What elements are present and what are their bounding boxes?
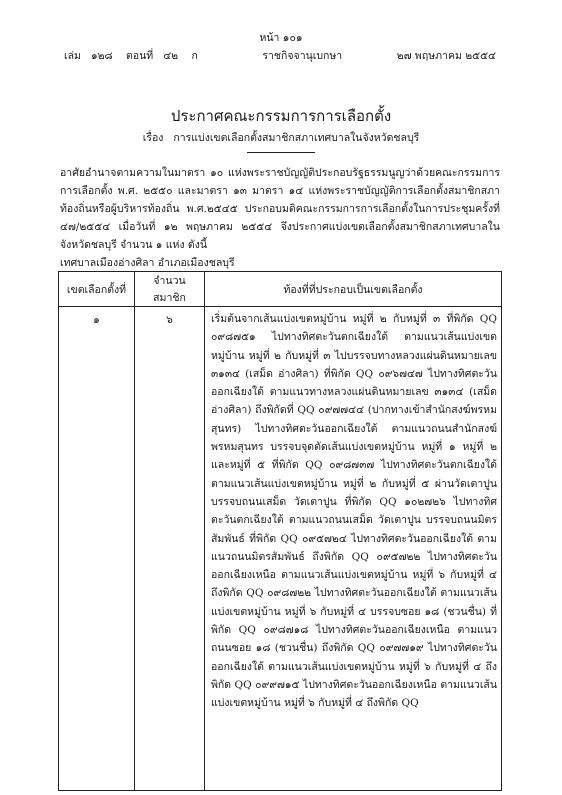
zone-description: เริ่มต้นจากเส้นแบ่งเขตหมู่บ้าน หมู่ที่ ๒ กับหมู่ที่ ๓ ที่พิกัด QQ ๐๙๘๗๕๑ ไปทางทิศตะวันตกเฉียงใต้ ตามแนวเส้นแบ่งเขตหมู่บ้าน หมู่ที่ ๒ กับหมู่ที่ ๓ ไปบรรจบทางหลวงแผ่นดินหมายเลข ๓๑๓๔ (เสม็ด อ่างศิลา) ที่พิกัด QQ ๐๙๖๗๔๗ ไปทางทิศตะวันออกเฉียงใต้ ตามแนวทางหลวงแผ่นดินหมายเลข ๓๑๓๔ (เสม็ด อ่างศิลา) ถึงพิกัดที่ QQ ๐๙๗๗๔๔ (ปากทางเข้าสำนักสงฆ์พรหมสุนทร) ไปทางทิศตะวันออกเฉียงใต้ ตามแนวถนนสำนักสงฆ์พรหมสุนทร บรรจบจุดตัดเส้นแบ่งเขตหมู่บ้าน หมู่ที่ ๑ หมู่ที่ ๒ และหมู่ที่ ๕ ที่พิกัด QQ ๐๙๘๗๓๗ ไปทางทิศตะวันตกเฉียงใต้ ตามแนวเส้นแบ่งเขตหมู่บ้าน หมู่ที่ ๒ กับหมู่ที่ ๕ ผ่านวัดเตาปูน บรรจบถนนเสม็ด วัดเตาปูน ที่พิกัด QQ ๑๐๒๗๒๖ ไปทางทิศตะวันตกเฉียงใต้ ตามแนวถนนเสม็ด วัดเตาปูน บรรจบถนนมิตรสัมพันธ์ ที่พิกัด QQ ๐๙๕๗๒๔ ไปทางทิศตะวันออกเฉียงใต้ ตามแนวถนนมิตรสัมพันธ์ ถึงพิกัด QQ ๐๙๕๗๒๒ ไปทางทิศตะวันออกเฉียงเหนือ ตามแนวเส้นแบ่งเขตหมู่บ้าน หมู่ที่ ๖ กับหมู่ที่ ๔ ถึงพิกัด QQ ๐๙๘๗๒๒ ไปทางทิศตะวันออกเฉียงใต้ ตามแนวเส้นแบ่งเขตหมู่บ้าน หมู่ที่ ๖ กับหมู่ที่ ๔ บรรจบซอย ๑๘ (ชวนชื่น) ที่พิกัด QQ ๐๙๘๗๑๘ ไปทางทิศตะวันออกเฉียงเหนือ ตามแนวถนนซอย ๑๘ (ชวนชื่น) ถึงพิกัด QQ ๐๙๗๗๑๙ ไปทางทิศตะวันออกเฉียงใต้ ตามแนวเส้นแบ่งเขตหมู่บ้าน หมู่ที่ ๖ กับหมู่ที่ ๔ ถึงพิกัด QQ ๐๙๙๗๑๕ ไปทางทิศตะวันออกเฉียงเหนือ ตามแนวเส้นแบ่งเขตหมู่บ้าน หมู่ที่ ๖ กับหมู่ที่ ๔ ถึงพิกัด QQ	[205, 307, 502, 791]
gazette-header	[64, 47, 496, 64]
section-number: ๔๒	[163, 50, 179, 62]
electoral-zones-table	[58, 271, 502, 791]
municipality-line: เทศบาลเมืองอ่างศิลา อำเภอเมืองชลบุรี	[60, 257, 235, 269]
header-area: ท้องที่ที่ประกอบเป็นเขตเลือกตั้ง	[205, 272, 502, 307]
gazette-date: ๒๗ พฤษภาคม ๒๕๕๔	[396, 50, 496, 62]
table-header-row	[59, 272, 502, 307]
page-number-label: หน้า	[259, 32, 280, 44]
announcement-subject	[0, 129, 562, 146]
table-row	[59, 307, 502, 791]
gazette-name: ราชกิจจานุเบกษา	[262, 50, 343, 62]
section-label: ตอนที่	[125, 50, 154, 62]
zone-number: ๑	[59, 307, 135, 791]
volume-label: เล่ม	[64, 50, 81, 62]
subject-text: การแบ่งเขตเลือกตั้งสมาชิกสภาเทศบาลในจังหวัดชลบุรี	[173, 132, 420, 144]
page-number	[0, 29, 562, 46]
page-number-value: ๑๐๑	[282, 32, 303, 44]
member-count: ๖	[135, 307, 205, 791]
section-part: ก	[191, 50, 198, 62]
announcement-title: ประกาศคณะกรรมการการเลือกตั้ง	[170, 107, 392, 125]
volume-number: ๑๒๘	[90, 50, 113, 62]
announcement-body: อาศัยอำนาจตามความในมาตรา ๑๐ แห่งพระราชบัญญัติประกอบรัฐธรรมนูญว่าด้วยคณะกรรมการการเลือกตั้ง พ.ศ. ๒๕๕๐ และมาตรา ๑๓ มาตรา ๑๔ แห่งพระราชบัญญัติการเลือกตั้งสมาชิกสภาท้องถิ่นหรือผู้บริหารท้องถิ่น พ.ศ.๒๕๔๕ ประกอบมติคณะกรรมการการเลือกตั้งในการประชุมครั้งที่ ๔๗/๒๕๕๔ เมื่อวันที่ ๑๒ พฤษภาคม ๒๕๕๔ จึงประกาศแบ่งเขตเลือกตั้งสมาชิกสภาเทศบาลในจังหวัดชลบุรี จำนวน ๑ แห่ง ดังนี้	[60, 167, 500, 251]
header-zone: เขตเลือกตั้งที่	[59, 272, 135, 307]
gazette-volume-info	[64, 47, 208, 64]
title-divider	[247, 152, 315, 153]
subject-label: เรื่อง	[142, 132, 164, 144]
header-members: จำนวนสมาชิก	[135, 272, 205, 307]
